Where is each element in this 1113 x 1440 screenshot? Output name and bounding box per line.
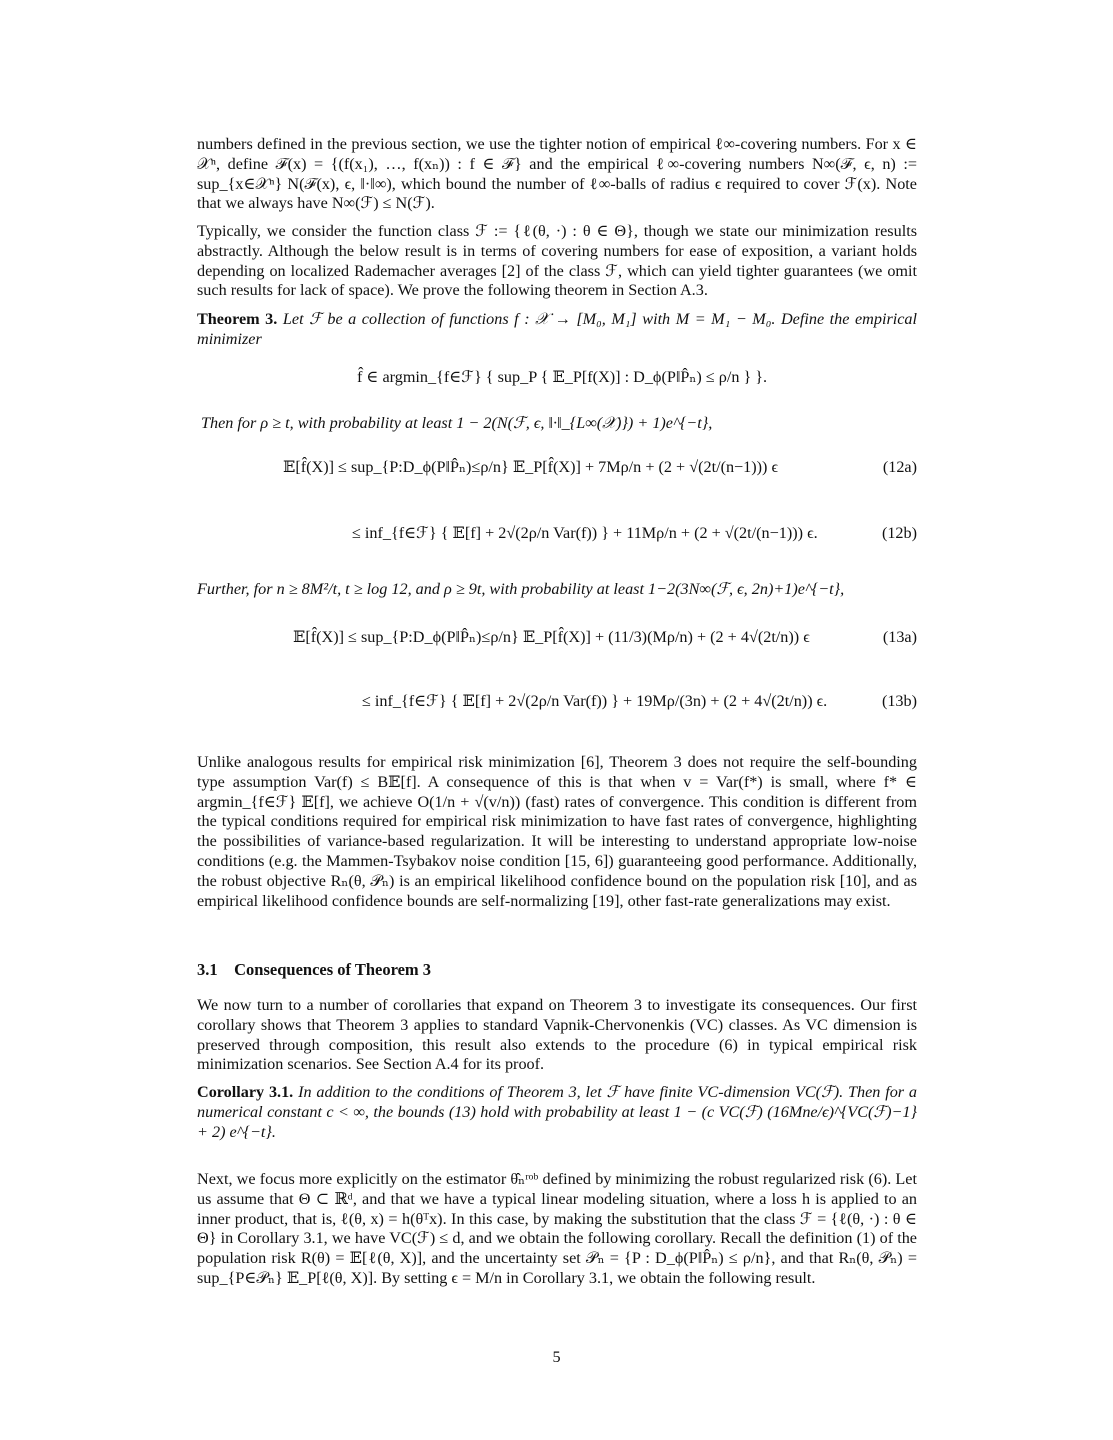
theorem-label: Theorem 3. xyxy=(197,310,278,328)
section-heading xyxy=(197,960,917,980)
equation-number: (12b) xyxy=(881,524,917,542)
corollary-text: In addition to the conditions of Theorem 3, let ℱ have finite VC-dimension VC(ℱ). Then for a numerical constant c < ∞, the bounds (13) hold with probability at least 1 − (c VC(ℱ) (16Mne/ϵ)^{VC(ℱ)−1} + 2) e^{−t}. xyxy=(197,1083,918,1141)
paragraph-discussion: Unlike analogous results for empirical risk minimization [6], Theorem 3 does not require the self-bounding type assumption Var(f) ≤ B𝔼[f]. A consequence of this is that when v = Var(f*) is small, where f* ∈ argmin_{f∈ℱ} 𝔼[f], we achieve O(1/n + √(v/n)) (fast) rates of convergence. This condition is different from the typical conditions required for empirical risk minimization to have fast rates of convergence, highlighting the possibilities of variance-based regularization. It will be interesting to understand appropriate low-noise conditions (e.g. the Mammen-Tsybakov noise condition [15, 6]) guaranteeing good performance. Additionally, the robust objective Rₙ(θ, 𝒫ₙ) is an empirical likelihood confidence bound on the population risk [10], and as empirical likelihood confidence bounds are self-normalizing [19], other fast-rate generalizations may exist. xyxy=(197,753,917,910)
equation-body: 𝔼[f̂(X)] ≤ sup_{P:D_ϕ(P‖P̂ₙ)≤ρ/n} 𝔼_P[f̂(X)] + 7Mρ/n + (2 + √(2t/(n−1))) ϵ xyxy=(283,458,779,476)
page-number: 5 xyxy=(552,1348,561,1366)
equation-body: ≤ inf_{f∈ℱ} { 𝔼[f] + 2√(2ρ/n Var(f)) } + 11Mρ/n + (2 + √(2t/(n−1))) ϵ. xyxy=(352,524,818,542)
paragraph-function-class: Typically, we consider the function class ℱ := {ℓ(θ, ·) : θ ∈ Θ}, though we state our minimization results abstractly. Although the below result is in terms of covering numbers for ease of exposition, a variant holds depending on localized Rademacher averages [2] of the class ℱ, which can yield tighter guarantees (we omit such results for lack of space). We prove the following theorem in Section A.3. xyxy=(197,222,917,300)
equation-number: (13b) xyxy=(881,692,917,710)
equation-body: ≤ inf_{f∈ℱ} { 𝔼[f] + 2√(2ρ/n Var(f)) } + 19Mρ/(3n) + (2 + 4√(2t/n)) ϵ. xyxy=(362,692,828,710)
equation-minimizer xyxy=(197,368,917,398)
equation-number: (13a) xyxy=(882,628,917,646)
corollary-label: Corollary 3.1. xyxy=(197,1083,294,1101)
paragraph-estimator: Next, we focus more explicitly on the estimator θ̂ₙʳᵒᵇ defined by minimizing the robust regularized risk (6). Let us assume that Θ ⊂ ℝᵈ, and that we have a typical linear modeling situation, where a loss h is applied to an inner product, that is, ℓ(θ, x) = h(θᵀx). In this case, by making the substitution that the class ℱ = {ℓ(θ, ·) : θ ∈ Θ} in Corollary 3.1, we have VC(ℱ) ≤ d, and we obtain the following corollary. Recall the definition (1) of the population risk R(θ) = 𝔼[ℓ(θ, X)], and the uncertainty set 𝒫ₙ = {P : D_ϕ(P‖P̂ₙ) ≤ ρ/n}, and that Rₙ(θ, 𝒫ₙ) = sup_{P∈𝒫ₙ} 𝔼_P[ℓ(θ, X)]. By setting ϵ = M/n in Corollary 3.1, we obtain the following result. xyxy=(197,1170,917,1287)
equation-body: f̂ ∈ argmin_{f∈ℱ} { sup_P { 𝔼_P[f(X)] : D_ϕ(P‖P̂ₙ) ≤ ρ/n } }. xyxy=(357,368,768,386)
theorem-3 xyxy=(197,310,917,350)
section-title: 3.1 Consequences of Theorem 3 xyxy=(197,960,432,979)
paragraph-corollaries-intro: We now turn to a number of corollaries that expand on Theorem 3 to investigate its consequences. Our first corollary shows that Theorem 3 applies to standard Vapnik-Chervonenkis (VC) classes. As VC dimension is preserved through composition, this result also extends to the procedure (6) in typical empirical risk minimization scenarios. See Section A.4 for its proof. xyxy=(197,996,917,1074)
corollary-3-1 xyxy=(197,1083,917,1142)
theorem-further-text: Further, for n ≥ 8M²/t, t ≥ log 12, and ρ ≥ 9t, with probability at least 1−2(3N∞(ℱ, ϵ, 2n)+1)e^{−t}, xyxy=(197,580,845,598)
theorem-text: Let ℱ be a collection of functions f : 𝒳 → [M₀, M₁] with M = M₁ − M₀. Define the empirical minimizer xyxy=(197,310,918,348)
equation-body: 𝔼[f̂(X)] ≤ sup_{P:D_ϕ(P‖P̂ₙ)≤ρ/n} 𝔼_P[f̂(X)] + (11/3)(Mρ/n) + (2 + 4√(2t/n)) ϵ xyxy=(293,628,810,646)
paragraph-covering-numbers: numbers defined in the previous section, we use the tighter notion of empirical ℓ∞-covering numbers. For x ∈ 𝒳ⁿ, define ℱ(x) = {(f(x₁), …, f(xₙ)) : f ∈ ℱ} and the empirical ℓ∞-covering numbers N∞(ℱ, ϵ, n) := sup_{x∈𝒳ⁿ} N(ℱ(x), ϵ, ‖·‖∞), which bound the number of ℓ∞-balls of radius ϵ required to cover ℱ(x). Note that we always have N∞(ℱ) ≤ N(ℱ). xyxy=(197,135,917,213)
theorem-then-text: Then for ρ ≥ t, with probability at least 1 − 2(N(ℱ, ϵ, ‖·‖_{L∞(𝒳)}) + 1)e^{−t}, xyxy=(201,414,713,432)
equation-number: (12a) xyxy=(882,458,917,476)
